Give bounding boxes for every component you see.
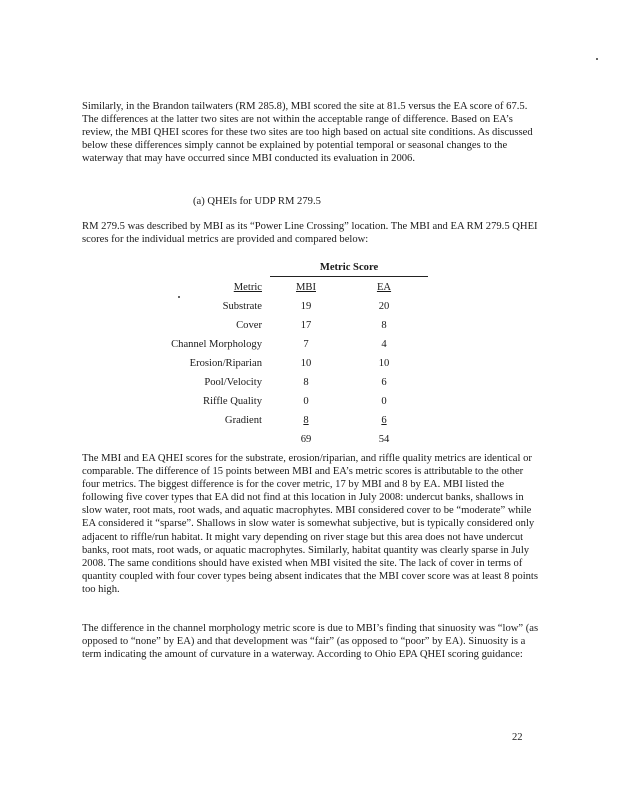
header-mbi: MBI (295, 282, 316, 293)
table-totals-row (150, 434, 440, 448)
mbi-score: 10 (300, 358, 312, 369)
table-title: Metric Score (319, 262, 379, 273)
paragraph-power-line-crossing: RM 279.5 was described by MBI as its “Power Line Crossing” location. The MBI and EA RM 279.5 QHEI scores for the individual metrics are provided and compared below: (82, 221, 538, 246)
table-row (150, 358, 440, 372)
scan-speck (178, 296, 180, 298)
mbi-total: 69 (300, 434, 312, 445)
table-row (150, 396, 440, 410)
table-row (150, 339, 440, 353)
ea-score: 8 (381, 320, 387, 331)
mbi-score: 8 (303, 377, 309, 388)
metric-name: Substrate (222, 301, 262, 312)
mbi-score: 17 (300, 320, 312, 331)
page-number: 22 (512, 732, 523, 743)
mbi-score: 7 (303, 339, 309, 350)
ea-total: 54 (378, 434, 390, 445)
header-metric: Metric (233, 282, 262, 293)
metric-name: Cover (236, 320, 262, 331)
ea-score: 6 (381, 377, 387, 388)
section-heading: (a) QHEIs for UDP RM 279.5 (193, 196, 321, 207)
ea-score: 0 (381, 396, 387, 407)
scan-speck (596, 58, 598, 60)
paragraph-score-comparison: The MBI and EA QHEI scores for the substrate, erosion/riparian, and riffle quality metrics are identical or comparable. The difference of 15 points between MBI and EA’s metric scores is attributable to the other four metrics. The biggest difference is for the cover metric, 17 by MBI and 8 by EA. MBI listed the following five cover types that EA did not find at this location in July 2008: undercut banks, shallows in slow water, root mats, root wads, and aquatic macrophytes. MBI considered cover to be “moderate” while EA considered it “sparse”. Shallows in slow water is somewhat subjective, but is typically considered only adjacent to riffle/run habitat. It might vary depending on river stage but this area does not have undercut banks, root mats, root wads, or aquatic macrophytes. Similarly, habitat quantity was clearly sparse in July 2008. The same conditions should have existed when MBI visited the site. The lack of cover in terms of quantity coupled with four cover types being absent indicates that the MBI cover score was at least 8 points too high. (82, 453, 538, 595)
metric-name: Channel Morphology (171, 339, 262, 350)
table-row (150, 301, 440, 315)
table-row (150, 320, 440, 334)
paragraph-channel-morphology: The difference in the channel morphology metric score is due to MBI’s finding that sinuosity was “low” (as opposed to “none” by EA) and that development was “fair” (as opposed to “poor” by EA). Sinuosity is a term indicating the amount of curvature in a waterway. According to Ohio EPA QHEI scoring guidance: (82, 623, 539, 661)
ea-score: 20 (378, 301, 390, 312)
metric-name: Erosion/Riparian (189, 358, 262, 369)
mbi-score: 8 (303, 415, 309, 426)
table-row (150, 377, 440, 391)
table-row (150, 415, 440, 429)
ea-score: 4 (381, 339, 387, 350)
header-ea: EA (376, 282, 392, 293)
ea-score: 10 (378, 358, 390, 369)
paragraph-brandon-tailwaters: Similarly, in the Brandon tailwaters (RM 285.8), MBI scored the site at 81.5 versus the EA score of 67.5. The differences at the latter two sites are not within the acceptable range of difference. Based on EA’s review, the MBI QHEI scores for these two sites are too high based on actual site conditions. As discussed below these differences simply cannot be explained by potential temporal or seasonal changes to the waterway that may have occurred since MBI conducted its evaluation in 2006. (82, 101, 533, 165)
mbi-score: 19 (300, 301, 312, 312)
ea-score: 6 (381, 415, 387, 426)
metric-name: Pool/Velocity (204, 377, 262, 388)
table-title-rule (270, 276, 428, 277)
metric-name: Gradient (224, 415, 262, 426)
table-header-row (150, 282, 440, 296)
metric-name: Riffle Quality (203, 396, 262, 407)
mbi-score: 0 (303, 396, 309, 407)
